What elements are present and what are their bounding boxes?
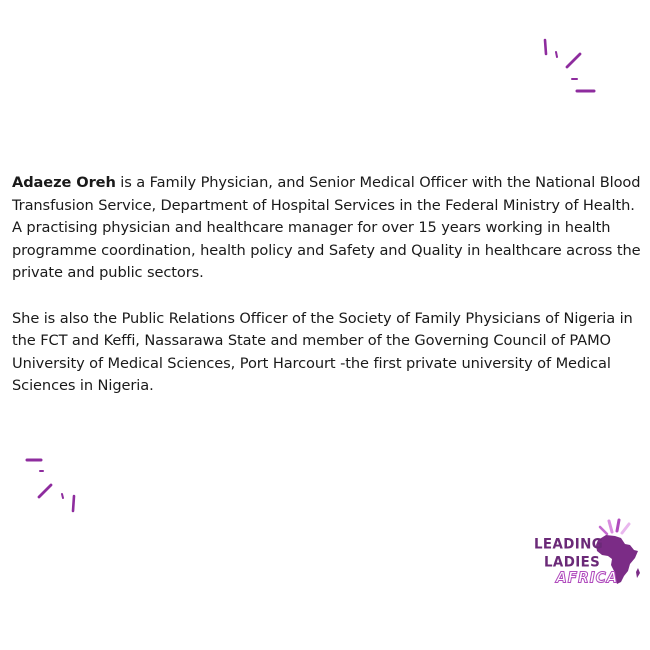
logo-text-africa: AFRICA <box>556 569 619 587</box>
bio-paragraph-1 <box>12 172 644 285</box>
bio-paragraph-2: She is also the Public Relations Officer of the Society of Family Physicians of Nigeria in the FCT and Keffi, Nassarawa State and member of the Governing Council of PAMO University of Medical Sciences, Port Harcourt -the first private university of Medical Sciences in Nigeria. <box>12 309 633 395</box>
decorative-burst-top-right <box>536 34 606 100</box>
logo-text-leading: LEADING <box>534 536 604 553</box>
decorative-burst-bottom-left <box>20 452 86 518</box>
leading-ladies-africa-logo <box>520 512 650 594</box>
logo-text-ladies: LADIES <box>544 554 601 571</box>
bio-text <box>12 172 644 421</box>
person-name: Adaeze Oreh <box>12 174 116 191</box>
bio-paragraph-1-text: is a Family Physician, and Senior Medical Officer with the National Blood Transfusion Service, Department of Hospital Services in the Federal Ministry of Health. A practising physician and healthcare manager for over 15 years working in health programme coordination, health policy and Safety and Quality in healthcare across the private and public sectors. <box>12 174 641 282</box>
